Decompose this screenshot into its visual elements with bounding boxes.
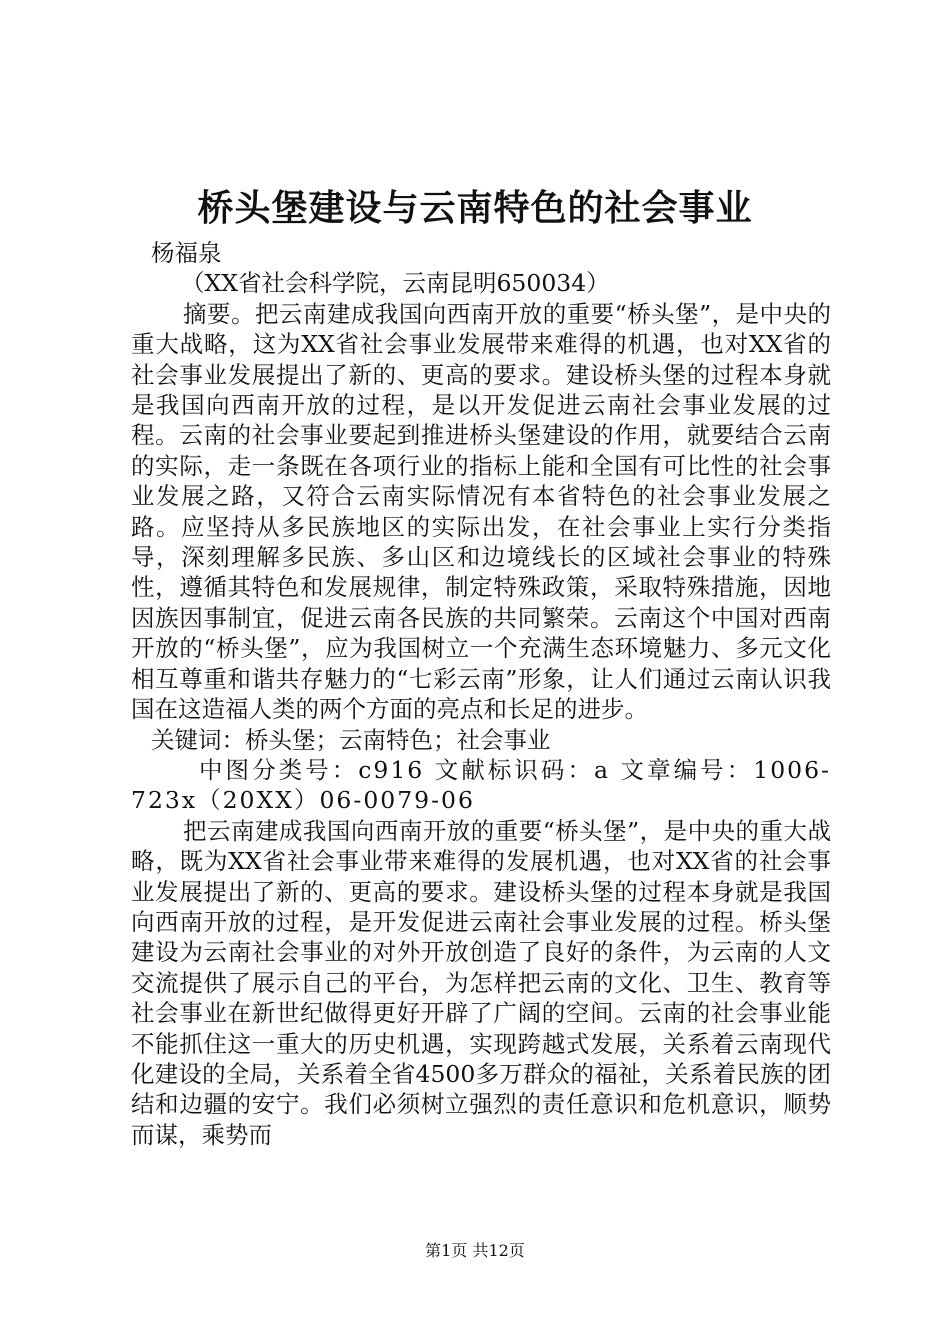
document-content [131, 238, 831, 1150]
document-title: 桥头堡建设与云南特色的社会事业 [197, 187, 753, 229]
page-footer: 第1页 共12页 [425, 1241, 525, 1260]
author-affiliation: （XX省社会科学院，云南昆明650034） [181, 269, 610, 298]
classification-line: 中图分类号：c916 文献标识码：a 文章编号：1006-723x（20XX）06-0079-06 [131, 755, 831, 815]
keywords-line: 关键词：桥头堡；云南特色；社会事业 [151, 725, 551, 754]
abstract-paragraph: 摘要。把云南建成我国向西南开放的重要“桥头堡”，是中央的重大战略，这为XX省社会事业发展带来难得的机遇，也对XX省的社会事业发展提出了新的、更高的要求。建设桥头堡的过程本身就是我国向西南开放的过程，是以开发促进云南社会事业发展的过程。云南的社会事业要起到推进桥头堡建设的作用，就要结合云南的实际，走一条既在各项行业的指标上能和全国有可比性的社会事业发展之路，又符合云南实际情况有本省特色的社会事业发展之路。应坚持从多民族地区的实际出发，在社会事业上实行分类指导，深刻理解多民族、多山区和边境线长的区域社会事业的特殊性，遵循其特色和发展规律，制定特殊政策，采取特殊措施，因地因族因事制宜，促进云南各民族的共同繁荣。云南这个中国对西南开放的“桥头堡”，应为我国树立一个充满生态环境魅力、多元文化相互尊重和谐共存魅力的“七彩云南”形象，让人们通过云南认识我国在这造福人类的两个方面的亮点和长足的进步。 [131, 299, 831, 724]
body-paragraph: 把云南建成我国向西南开放的重要“桥头堡”，是中央的重大战略，既为XX省社会事业带来难得的发展机遇，也对XX省的社会事业发展提出了新的、更高的要求。建设桥头堡的过程本身就是我国向西南开放的过程，是开发促进云南社会事业发展的过程。桥头堡建设为云南社会事业的对外开放创造了良好的条件，为云南的人文交流提供了展示自己的平台，为怎样把云南的文化、卫生、教育等社会事业在新世纪做得更好开辟了广阔的空间。云南的社会事业能不能抓住这一重大的历史机遇，实现跨越式发展，关系着云南现代化建设的全局，关系着全省4500多万群众的福祉，关系着民族的团结和边疆的安宁。我们必须树立强烈的责任意识和危机意识，顺势而谋，乘势而 [131, 816, 831, 1149]
author-name: 杨福泉 [151, 239, 222, 267]
